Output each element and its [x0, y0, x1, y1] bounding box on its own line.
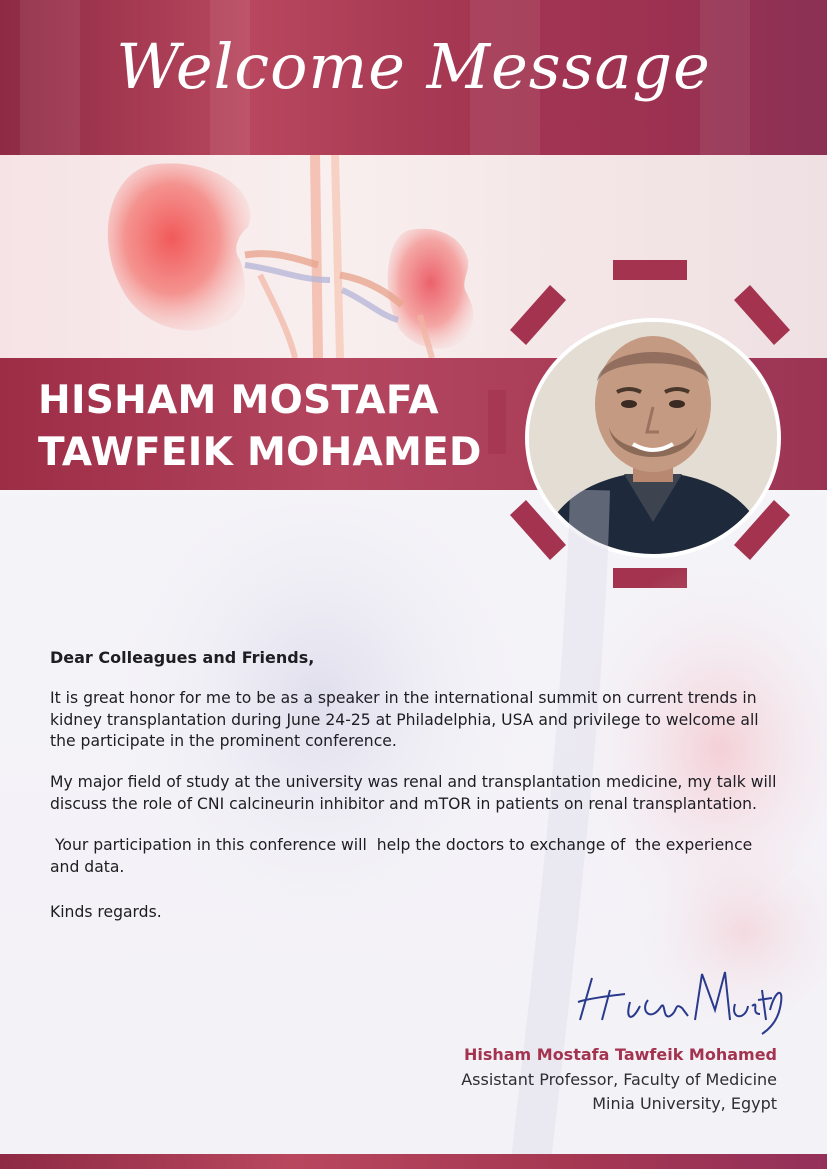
letter-salutation: Dear Colleagues and Friends,	[50, 648, 315, 667]
speaker-name-line1: HISHAM MOSTAFA	[38, 378, 439, 423]
header-banner	[0, 0, 827, 155]
signatory-title: Assistant Professor, Faculty of Medicine	[461, 1070, 777, 1089]
letter-paragraph-3: Your participation in this conference will help the doctors to exchange of the experience and data.	[50, 836, 758, 876]
background-kidney-art	[0, 490, 827, 1169]
signatory-name: Hisham Mostafa Tawfeik Mohamed	[463, 1045, 777, 1064]
handwritten-signature	[570, 950, 790, 1035]
footer-bar	[0, 1154, 827, 1169]
signatory-affiliation: Minia University, Egypt	[592, 1094, 777, 1113]
letter-closing: Kinds regards.	[50, 903, 162, 921]
letter-paragraph-2: My major field of study at the university was renal and transplantation medicine, my talk will discuss the role of CNI calcineurin inhibitor and mTOR in patients on renal transplantation.	[50, 773, 777, 813]
speaker-name-line2: TAWFEIK MOHAMED	[38, 430, 482, 475]
letter-paragraph-1: It is great honor for me to be as a speaker in the international summit on current trends in kidney transplantation during June 24-25 at Philadelphia, USA and privilege to welcome all the participate in the prominent conference.	[50, 689, 759, 750]
page-title: Welcome Message	[116, 30, 711, 103]
